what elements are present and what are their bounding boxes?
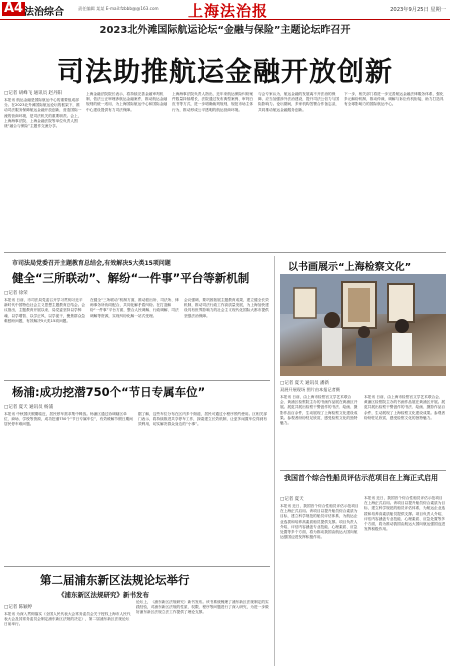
linkage-byline: □记者 徐荣 — [4, 291, 28, 296]
column-divider — [274, 256, 275, 666]
ship-title: 我国首个综合性船员评估示范项目在上海正式启用 — [284, 474, 438, 482]
ship-byline: □记者 夏天 — [280, 497, 304, 502]
issue-date: 2023年9月25日 星期一 — [390, 7, 446, 13]
regulation-title: 第二届浦东新区法规论坛举行 — [40, 573, 190, 587]
lead-kicker: 2023北外滩国际航运论坛“金融与保险”主题论坛昨召开 — [99, 25, 351, 36]
lead-byline: □记者 胡峰飞 通讯员 赵丹阳 — [4, 91, 63, 96]
masthead-meta: 责任编辑 某某 E-mail:fzbbb@@163.com — [78, 6, 159, 11]
section-name: 法治综合 — [24, 7, 64, 18]
page-number: A4 — [4, 1, 24, 16]
lead-column-2: 上海金融法院院长表示，将持续完善金融审判机制，依法公正审理涉航运金融案件，推动航运金融规则的统一适用，为上海国际航运中心和国际金融中心建设提供有力司法保障。 — [86, 92, 168, 112]
mediation-column-1: 本报讯 中秋国庆假期临近，居民停车需求集中释放。杨浦区通过协调辖区单位、商场、学校等资源，成功挖潜750个“节日专属车位”，有效缓解节假日期间居民停车难问题。 — [4, 412, 133, 427]
regulation-subtitle: 《浦东新区法规研究》新书发布 — [58, 591, 149, 599]
mediation-byline: □记者 夏天 通讯员 杨浦 — [4, 405, 54, 410]
photo-feature-column-1: 本报讯 日前，由上海市检察官文学艺术联合会、黄浦区检察院主办的书画作品展在黄浦区开展。展览共展出检察干警创作的书法、绘画、摄影作品百余件，生动展现了上海检察文化建设成果。参观者纷纷驻足欣赏，感受检察文化的独特魅力。 — [280, 395, 358, 426]
linkage-kicker: 市司法局党委召开主题教育总结会,有效解决5大类15项问题 — [12, 260, 171, 267]
linkage-column-3: 会议强调，要巩固拓展主题教育成果，建立健全长效机制，推动司法行政工作高质量发展，为上海加快建设具有世界影响力的社会主义现代化国际大都市提供坚强法治保障。 — [184, 298, 269, 318]
section-divider — [4, 566, 270, 567]
photo-caption: 双展开展现场 图片由本报记者摄 — [280, 387, 340, 392]
ship-column-2: 本报讯 近日，我国首个综合性船员评估示范项目在上海正式启用。该项目以提升船员综合素质为目标，建立科学规范的船员评估体系，为航运企业选拔和培养高素质船员提供支撑。项目负责人介绍，评估内容涵盖专业技能、心理素质、应急处置等多个方面，将为推动我国由航运大国向航运强国迈进发挥积极作用。 — [364, 496, 446, 532]
regulation-column-2: 论坛上，《浦东新区法规研究》新书发布。该书系统梳理了浦东新区法规制定的实践经验，对浦东新区法规的性质、权限、程序等问题进行了深入研究，为进一步做好浦东新区法规立法工作提供了理论支撑。 — [136, 600, 269, 615]
linkage-column-1: 本报讯 日前，市司法局党委召开学习贯彻习近平新时代中国特色社会主义思想主题教育总结会。会议指出，主题教育开展以来，局党委坚持以学铸魂、以学增智、以学正风、以学促干，聚焦群众急难愁盼问题，有效解决5大类15项问题。 — [4, 298, 86, 323]
mediation-column-2: 据了解，这些车位分布在区内多个街道，居民可通过小程序预约使用。区相关部门表示，将持续推进共享停车工作，探索建立长效机制，让更多闲置车位得到有效利用，切实解决群众身边的“小事”。 — [138, 412, 268, 427]
photo-feature-byline: □记者 夏天 通讯员 潘新 — [280, 381, 330, 386]
lead-column-5: 下一步，相关部门将进一步完善航运金融法律服务体系，强化多元解纷机制，推动仲裁、调解与诉讼有机衔接，助力打造具有全球影响力的国际航运中心。 — [344, 92, 444, 107]
newspaper-logo: 上海法治报 — [188, 2, 269, 20]
photo-feature-column-2: 本报讯 日前，由上海市检察官文学艺术联合会、黄浦区检察院主办的书画作品展在黄浦区开展。展览共展出检察干警创作的书法、绘画、摄影作品百余件，生动展现了上海检察文化建设成果。参观者纷纷驻足欣赏，感受检察文化的独特魅力。 — [364, 395, 446, 420]
exhibition-photo-illustration — [280, 274, 446, 376]
linkage-column-2: 在健全“三所联动”机制方面，推动派出所、司法所、律师事务所协同配合，共同化解矛盾纠纷。在打造解纷“一件事”平台方面，整合人民调解、行政调解、司法调解等资源，实现纠纷化解一站式受理。 — [90, 298, 179, 318]
ship-column-1: 本报讯 近日，我国首个综合性船员评估示范项目在上海正式启用。该项目以提升船员综合素质为目标，建立科学规范的船员评估体系，为航运企业选拔和培养高素质船员提供支撑。项目负责人介绍，评估内容涵盖专业技能、心理素质、应急处置等多个方面，将为推动我国由航运大国向航运强国迈进发挥积极作用。 — [280, 504, 359, 540]
lead-column-4: 与会专家认为，航运金融的发展离不开法治的保障，应当加强涉外法治建设，提升司法公信力与国际影响力。论坛期间，多家机构签署合作备忘录，共同推动航运金融服务创新。 — [258, 92, 340, 112]
lead-headline: 司法助推航运金融开放创新 — [57, 57, 393, 88]
section-divider — [4, 252, 446, 253]
lead-column-3: 上海海事法院负责人指出，近年来航运保险纠纷案件数量持续增长，法院通过发布典型案例、审判白皮书等方式，进一步明确裁判规则，规范市场主体行为，推动形成公平透明的航运营商环境。 — [172, 92, 254, 112]
section-divider — [280, 470, 446, 471]
regulation-column-1: 本报讯 为深入贯彻落实《全国人民代表大会常务委员会关于授权上海市人民代表大会及其常务委员会制定浦东新区法规的决定》，第二届浦东新区法规论坛日前举行。 — [4, 612, 131, 627]
lead-column-1: 本报讯 航运金融是国际航运中心的重要组成部分。在2023北外滩国际航运论坛的框架下，推动司法服务保障航运金融开放创新，营造国际一流的营商环境，是司法机关的重要职责。会上，上海海事法院、上海金融法院等单位负责人围绕“融合与保险”主题作交流分享。 — [4, 98, 82, 129]
photo-feature-title: 以书画展示“上海检察文化” — [288, 262, 412, 273]
linkage-title: 健全“三所联动”、解纷“一件事”平台等新机制 — [12, 271, 250, 285]
regulation-byline: □记者 陈颖婷 — [4, 605, 33, 610]
mediation-title: 杨浦:成功挖潜750个“节日专属车位” — [12, 385, 206, 399]
section-divider — [4, 380, 270, 381]
exhibition-photo — [280, 274, 446, 376]
